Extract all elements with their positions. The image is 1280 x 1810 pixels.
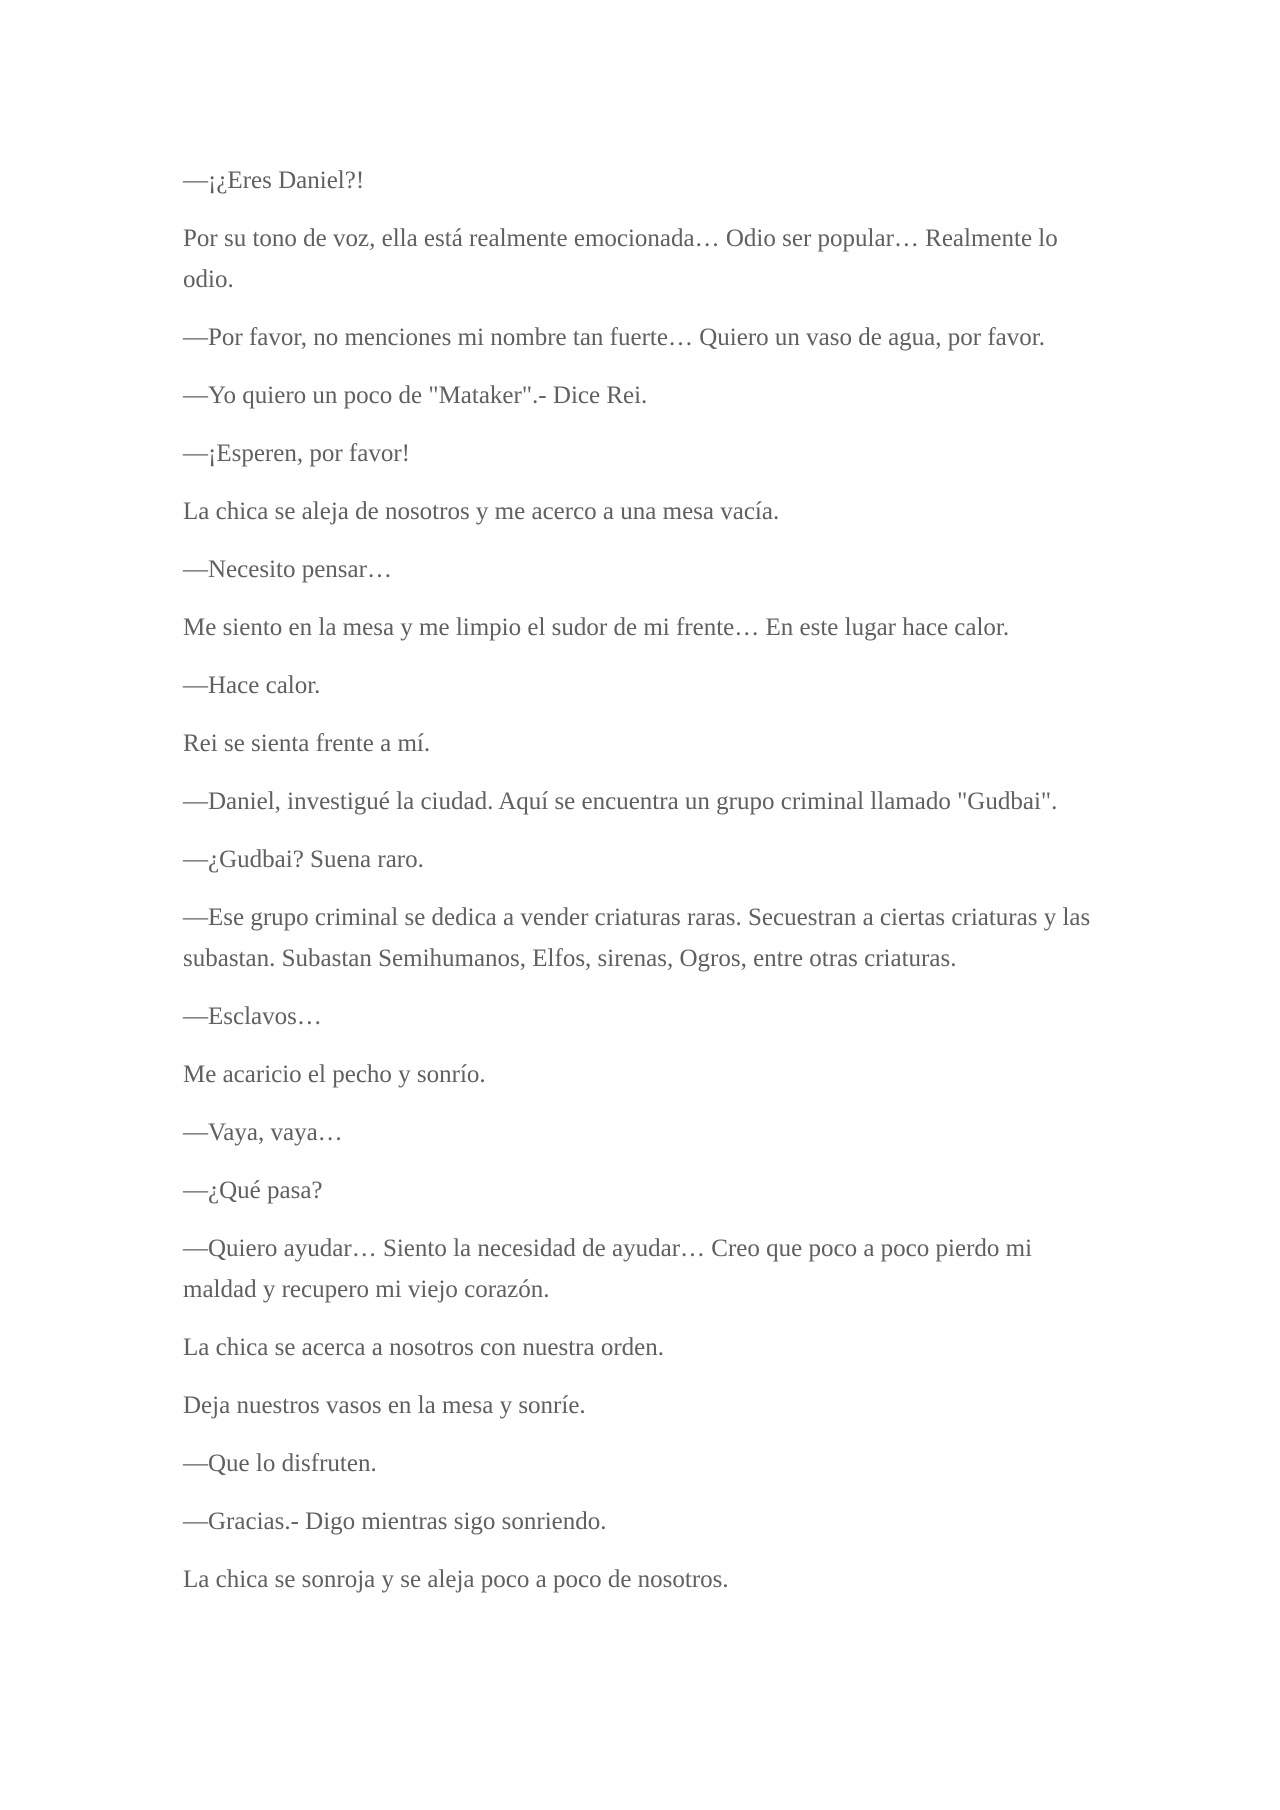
paragraph: Rei se sienta frente a mí. (183, 730, 431, 757)
paragraph: Por su tono de voz, ella está realmente emocionada… Odio ser popular… Realmente lo odio. (183, 225, 1058, 293)
paragraph: Me acaricio el pecho y sonrío. (183, 1061, 486, 1088)
paragraph: —Que lo disfruten. (183, 1450, 377, 1477)
paragraph: La chica se acerca a nosotros con nuestra orden. (183, 1334, 665, 1361)
paragraph: Me siento en la mesa y me limpio el sudor de mi frente… En este lugar hace calor. (183, 614, 1010, 641)
paragraph: —Esclavos… (183, 1003, 322, 1030)
paragraph: —¿Gudbai? Suena raro. (183, 846, 424, 873)
paragraph: —¿Qué pasa? (183, 1177, 323, 1204)
document-body (183, 160, 1103, 1617)
paragraph: —Hace calor. (183, 672, 321, 699)
paragraph: —Ese grupo criminal se dedica a vender criaturas raras. Secuestran a ciertas criaturas y las subastan. Subastan Semihumanos, Elfos, sirenas, Ogros, entre otras criaturas. (183, 904, 1091, 972)
paragraph: —Yo quiero un poco de "Mataker".- Dice Rei. (183, 382, 648, 409)
paragraph: La chica se aleja de nosotros y me acerco a una mesa vacía. (183, 498, 780, 525)
paragraph: —Daniel, investigué la ciudad. Aquí se encuentra un grupo criminal llamado "Gudbai". (183, 788, 1058, 815)
paragraph: —¡¿Eres Daniel?! (183, 167, 365, 194)
paragraph: —Por favor, no menciones mi nombre tan fuerte… Quiero un vaso de agua, por favor. (183, 324, 1045, 351)
paragraph: Deja nuestros vasos en la mesa y sonríe. (183, 1392, 586, 1419)
paragraph: —Quiero ayudar… Siento la necesidad de ayudar… Creo que poco a poco pierdo mi maldad y recupero mi viejo corazón. (183, 1235, 1033, 1303)
paragraph: —Vaya, vaya… (183, 1119, 343, 1146)
paragraph: —¡Esperen, por favor! (183, 440, 410, 467)
paragraph: —Necesito pensar… (183, 556, 392, 583)
paragraph: —Gracias.- Digo mientras sigo sonriendo. (183, 1508, 607, 1535)
paragraph: La chica se sonroja y se aleja poco a poco de nosotros. (183, 1566, 729, 1593)
